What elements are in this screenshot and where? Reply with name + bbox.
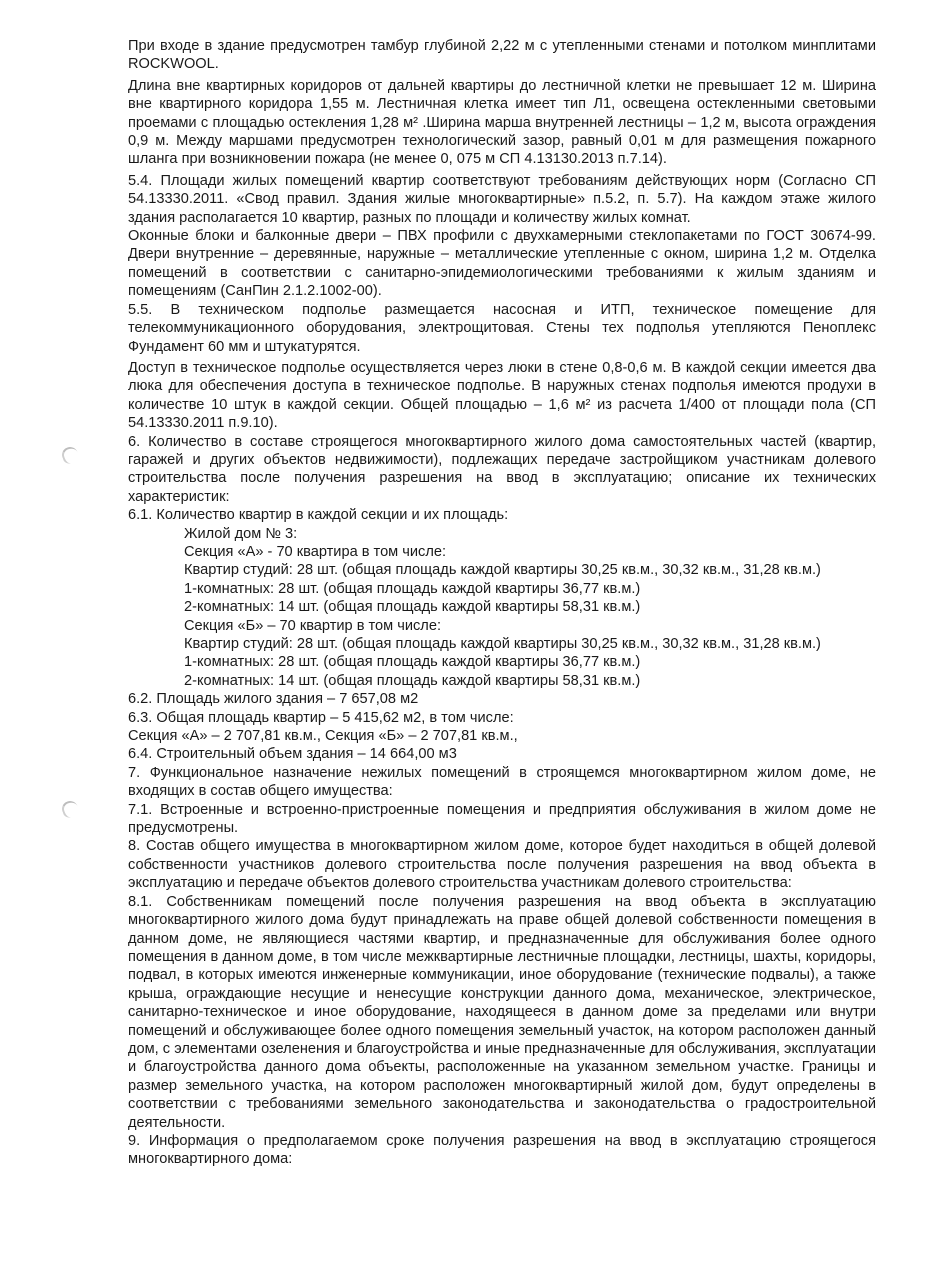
area-line: 6.4. Строительный объем здания – 14 664,00 м3 (128, 746, 457, 763)
paragraph-8-1: 8.1. Собственникам помещений после получения разрешения на ввод объекта в эксплуатацию многоквартирного жилого дома будут принадлежать на праве общей долевой собственности помещения в данном доме, не являющиеся частями квартир, и предназначенные для обслуживания более одного помещения в данном доме, в том числе межквартирные лестничные площадки, лестницы, шахты, коридоры, подвал, в которых имеются инженерные коммуникации, иное оборудование (технические подвалы), а также крыша, ограждающие несущие и ненесущие конструкции данного дома, механическое, электрическое, санитарно-техническое и иное оборудование, находящееся в данном доме за пределами или внутри помещений и обслуживающее более одного помещения земельный участок, на котором расположен данный дом, с элементами озеленения и благоустройства и иные предназначенные для обслуживания, эксплуатации и благоустройства данного дома объекты, расположенные на указанном земельном участке. Границы и размер земельного участка, на котором расположен многоквартирный жилой дом, будут определены в соответствии с требованиями земельного законодательства и законодательства о градостроительной деятельности. (128, 893, 876, 1131)
list-item: Квартир студий: 28 шт. (общая площадь каждой квартиры 30,25 кв.м., 30,32 кв.м., 31,28 кв.м.) (184, 636, 821, 652)
paragraph-8: 8. Состав общего имущества в многоквартирном жилом доме, которое будет находиться в общей долевой собственности участников долевого строительства после получения разрешения на ввод объекта в эксплуатацию и передаче объектов долевого строительства участникам долевого строительства: (128, 838, 876, 892)
list-item: Квартир студий: 28 шт. (общая площадь каждой квартиры 30,25 кв.м., 30,32 кв.м., 31,28 кв.м.) (184, 562, 821, 579)
paragraph-access: Доступ в техническое подполье осуществляется через люки в стене 0,8-0,6 м. В каждой секции имеется два люка для обеспечения доступа в техническое подполье. В наружных стенах подполья имеются продухи в количестве 10 штук в каждой секции. Общей площадью – 1,6 м² из расчета 1/400 от площади пола (СП 54.13330.2011 п.9.10). (128, 359, 876, 432)
paragraph-5-4: 5.4. Площади жилых помещений квартир соответствуют требованиям действующих норм (Согласно СП 54.13330.2011. «Свод правил. Здания жилые многоквартирные» п.5.2, п. 5.7). На каждом этаже жилого здания располагается 10 квартир, разных по площади и количеству жилых комнат. (128, 172, 876, 226)
list-item: Секция «А» - 70 квартира в том числе: (184, 543, 447, 560)
paragraph-6: 6. Количество в составе строящегося многоквартирного жилого дома самостоятельных частей (квартир, гаражей и других объектов недвижимости), подлежащих передаче застройщиком участникам долевого строительства после получения разрешения на ввод в эксплуатацию; описание их технических характеристик: (128, 433, 876, 505)
list-item: Жилой дом № 3: (184, 525, 298, 542)
paragraph-vestibule: При входе в здание предусмотрен тамбур глубиной 2,22 м с утепленными стенами и потолком минплитами ROCKWOOL. (128, 38, 876, 73)
area-summary (128, 690, 876, 764)
paragraph-windows-doors: Оконные блоки и балконные двери – ПВХ профили с двухкамерными стеклопакетами по ГОСТ 30674-99. Двери внутренние – деревянные, наружные – металлические утепленные с окном, ширина 1,2 м. Отделка помещений в соответствии с санитарно-эпидемиологическими требованиями к жилым зданиям и помещениям (СанПин 2.1.2.1002-00). (128, 228, 876, 300)
list-item: 2-комнатных: 14 шт. (общая площадь каждой квартиры 58,31 кв.м.) (184, 672, 641, 689)
paragraph-corridors: Длина вне квартирных коридоров от дальней квартиры до лестничной клетки не превышает 12 м. Ширина вне квартирного коридора 1,55 м. Лестничная клетка имеет тип Л1, освещена остекленными световыми проемами с площадью остекления 1,28 м² .Ширина марша внутренней лестницы – 1,2 м, высота ограждения 0,9 м. Между маршами предусмотрен технологический зазор, равный 0,01 м для размещения пожарного шланга при возникновении пожара (не менее 0, 075 м СП 4.13130.2013 п.7.14). (128, 77, 876, 168)
document-page (128, 37, 876, 1169)
list-item: 1-комнатных: 28 шт. (общая площадь каждой квартиры 36,77 кв.м.) (184, 580, 641, 597)
paragraph-7-1: 7.1. Встроенные и встроенно-пристроенные помещения и предприятия обслуживания в жилом доме не предусмотрены. (128, 801, 876, 837)
list-item: Секция «Б» – 70 квартир в том числе: (184, 617, 441, 634)
apartment-list (128, 525, 876, 691)
paragraph-7: 7. Функциональное назначение нежилых помещений в строящемся многоквартирном жилом доме, не входящих в состав общего имущества: (128, 764, 876, 800)
paragraph-6-1: 6.1. Количество квартир в каждой секции и их площадь: (128, 507, 509, 524)
paragraph-9: 9. Информация о предполагаемом сроке получения разрешения на ввод в эксплуатацию строящегося многоквартирного дома: (128, 1132, 876, 1168)
paragraph-5-5: 5.5. В техническом подполье размещается насосная и ИТП, техническое помещение для телекоммуникационного оборудования, электрощитовая. Стены тех подполья утепляются Пеноплекс Фундамент 60 мм и штукатурятся. (128, 301, 876, 355)
area-line: Секция «А» – 2 707,81 кв.м., Секция «Б» – 2 707,81 кв.м., (128, 728, 518, 745)
punch-hole-mark (60, 445, 81, 466)
list-item: 2-комнатных: 14 шт. (общая площадь каждой квартиры 58,31 кв.м.) (184, 599, 641, 616)
list-item: 1-комнатных: 28 шт. (общая площадь каждой квартиры 36,77 кв.м.) (184, 654, 641, 671)
area-line: 6.3. Общая площадь квартир – 5 415,62 м2, в том числе: (128, 709, 514, 726)
punch-hole-mark (60, 799, 81, 820)
area-line: 6.2. Площадь жилого здания – 7 657,08 м2 (128, 691, 419, 708)
